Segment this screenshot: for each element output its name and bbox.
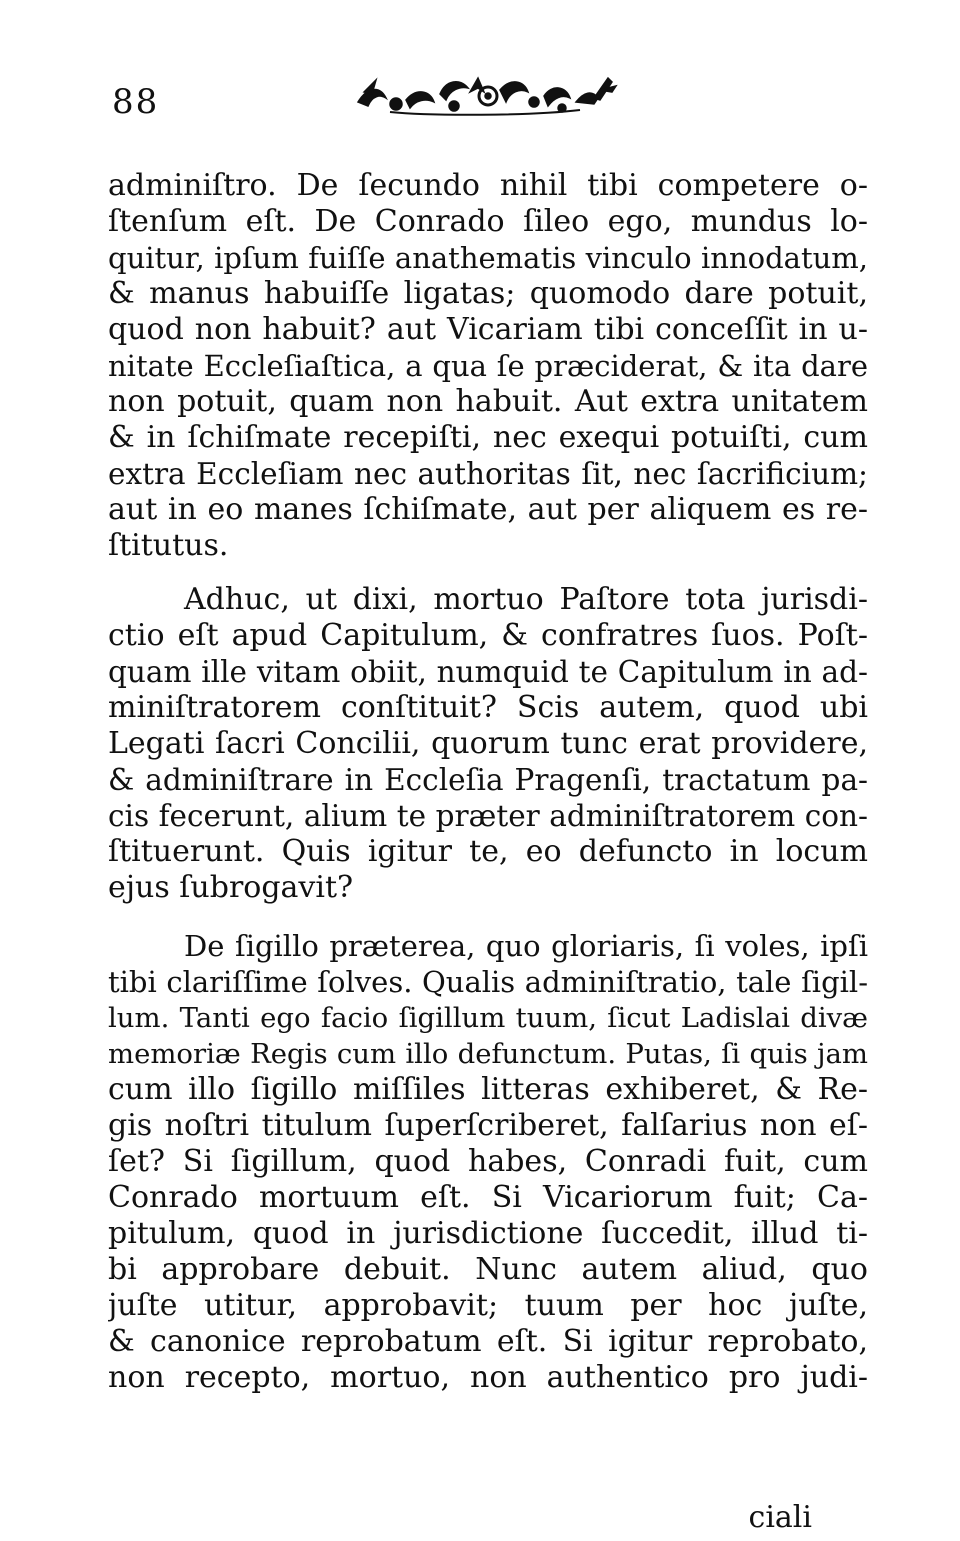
text-line: memoriæ Regis cum illo defunctum. Putas, ſi quis jam bbox=[108, 1038, 868, 1070]
text-line: ſtitutus. bbox=[108, 528, 229, 563]
text-line: miniſtratorem conſtituit? Scis autem, quod ubi bbox=[108, 690, 868, 725]
text-line: quod non habuit? aut Vicariam tibi conceſſit in u- bbox=[108, 312, 868, 347]
floral-ornament-icon bbox=[350, 72, 620, 122]
text-line: ejus ſubrogavit? bbox=[108, 870, 354, 905]
text-line: quam ille vitam obiit, numquid te Capitulum in ad- bbox=[108, 655, 868, 689]
text-line: non recepto, mortuo, non authentico pro judi- bbox=[108, 1360, 868, 1395]
paragraph-1 bbox=[108, 168, 868, 564]
catchword: ciali bbox=[748, 1500, 812, 1535]
text-line: & canonice reprobatum eſt. Si igitur reprobato, bbox=[108, 1324, 868, 1359]
text-line: & in ſchiſmate recepiſti, nec exequi potuiſti, cum bbox=[108, 420, 868, 455]
text-line: adminiſtro. De ſecundo nihil tibi competere o- bbox=[108, 168, 868, 203]
paragraph-2 bbox=[108, 582, 868, 906]
text-line: gis noſtri titulum ſuperſcriberet, falſarius non eſ- bbox=[108, 1108, 868, 1143]
text-line: aut in eo manes ſchiſmate, aut per aliquem es re- bbox=[108, 492, 868, 527]
text-line: cum illo ſigillo miſſiles litteras exhiberet, & Re- bbox=[108, 1072, 868, 1107]
text-line: pitulum, quod in jurisdictione ſuccedit, illud ti- bbox=[108, 1216, 868, 1251]
text-line: Legati ſacri Concilii, quorum tunc erat providere, bbox=[108, 726, 868, 761]
text-line: Conrado mortuum eſt. Si Vicariorum fuit; Ca- bbox=[108, 1180, 868, 1215]
text-line: extra Eccleſiam nec authoritas ſit, nec ſacrificium; bbox=[108, 457, 868, 491]
text-line: non potuit, quam non habuit. Aut extra unitatem bbox=[108, 384, 868, 419]
text-line: ctio eſt apud Capitulum, & confratres ſuos. Poſt- bbox=[108, 618, 868, 653]
page-number: 88 bbox=[112, 82, 160, 122]
text-line: & manus habuiſſe ligatas; quomodo dare potuit, bbox=[108, 276, 868, 311]
text-line: tibi clariſſime ſolves. Qualis adminiſtratio, tale ſigil- bbox=[108, 965, 868, 999]
text-line: ſtituerunt. Quis igitur te, eo defuncto in locum bbox=[108, 834, 868, 869]
text-line: quitur, ipſum fuiſſe anathematis vinculo innodatum, bbox=[108, 241, 868, 275]
text-line: & adminiſtrare in Eccleſia Pragenſi, tractatum pa- bbox=[108, 763, 868, 797]
paragraph-3 bbox=[108, 928, 868, 1396]
text-line: lum. Tanti ego facio ſigillum tuum, ſicut Ladislai divæ bbox=[108, 1002, 868, 1034]
text-line: bi approbare debuit. Nunc autem aliud, quo bbox=[108, 1252, 868, 1287]
text-line: ſtenſum eſt. De Conrado ſileo ego, mundus lo- bbox=[108, 204, 868, 239]
text-line: nitate Eccleſiaſtica, a qua ſe præciderat, & ita dare bbox=[108, 349, 868, 383]
text-line: cis fecerunt, alium te præter adminiſtratorem con- bbox=[108, 799, 868, 833]
text-line: De ſigillo præterea, quo gloriaris, ſi voles, ipſi bbox=[184, 929, 868, 963]
text-line: Adhuc, ut dixi, mortuo Paſtore tota jurisdi- bbox=[184, 582, 868, 617]
text-line: juſte utitur, approbavit; tuum per hoc juſte, bbox=[108, 1288, 868, 1323]
text-line: ſet? Si ſigillum, quod habes, Conradi fuit, cum bbox=[108, 1144, 868, 1179]
